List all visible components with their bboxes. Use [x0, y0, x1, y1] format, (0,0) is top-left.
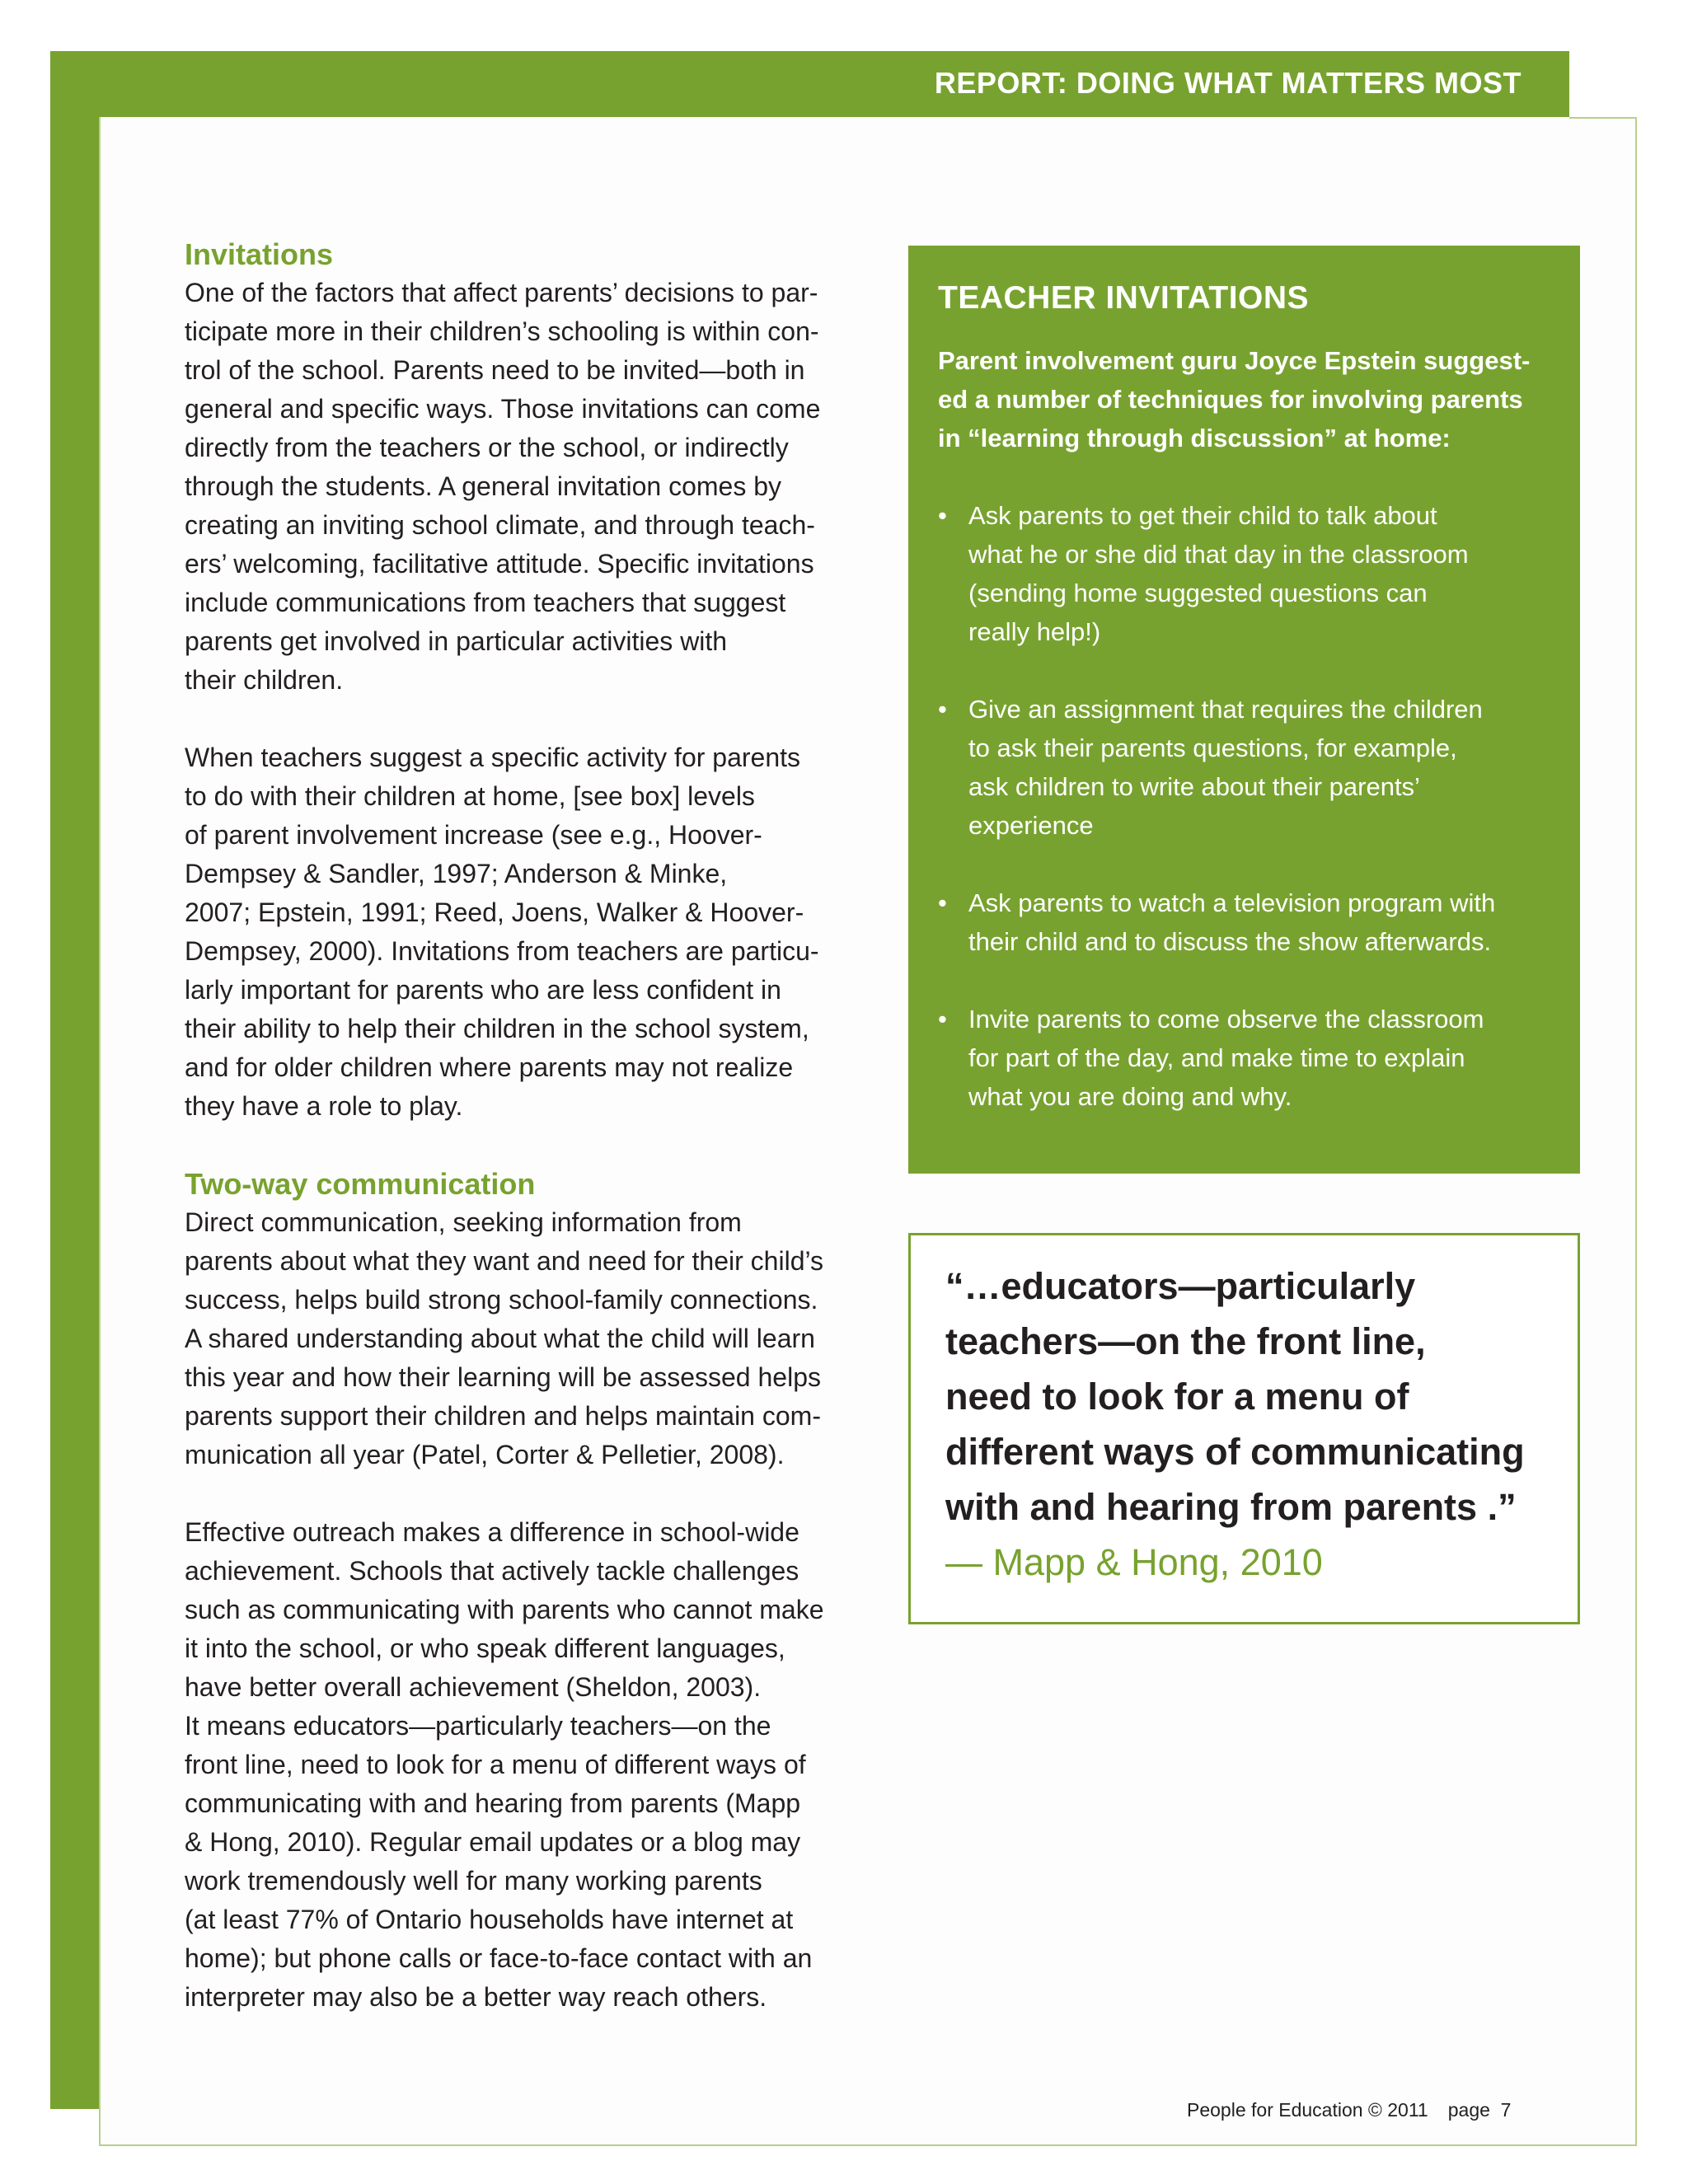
sidebar-title: TEACHER INVITATIONS: [938, 280, 1310, 316]
main-text-column: [185, 235, 860, 2017]
pull-quote-text: “…educators—particularly teachers—on the front line, need to look for a menu of different ways of communicating with and hearing from parents .”: [945, 1265, 1525, 1528]
section-heading-invitations: Invitations: [185, 237, 334, 271]
list-item: [938, 883, 1550, 961]
list-item-text: Ask parents to watch a television program with their child and to discuss the show afterwards.: [968, 888, 1496, 956]
list-item: [938, 1000, 1550, 1116]
list-item: [938, 496, 1550, 651]
page-number: page 7: [1447, 2099, 1512, 2121]
page-frame-topline: [1569, 117, 1637, 119]
paragraph: When teachers suggest a specific activity for parents to do with their children at home, [see box] levels of parent involvement increase (see e.g., Hoover- Dempsey & Sandler, 1997; Anderson & Minke, 2007; Epstein, 1991; Reed, Joens, Walker & Hoover- Dempsey, 2000). Invitations from teachers are particu- larly important for parents who are less confident in their ability to help their children in the school system, and for older children where parents may not realize they have a role to play.: [185, 743, 819, 1121]
sidebar-list: [938, 496, 1550, 1116]
report-title: REPORT: DOING WHAT MATTERS MOST: [934, 66, 1522, 100]
sidebar-intro: Parent involvement guru Joyce Epstein suggest- ed a number of techniques for involving parents in “learning through discussion” at home:: [938, 346, 1531, 452]
paragraph: Direct communication, seeking information from parents about what they want and need for their child’s success, helps build strong school-family connections. A shared understanding about what the child will learn this year and how their learning will be assessed helps parents support their children and helps maintain com- munication all year (Patel, Corter & Pelletier, 2008).: [185, 1207, 824, 1469]
bullet-icon: •: [938, 1005, 947, 1033]
list-item-text: Invite parents to come observe the classroom for part of the day, and make time to explain what you are doing and why.: [968, 1005, 1484, 1111]
list-item: [938, 690, 1550, 845]
list-item-text: Ask parents to get their child to talk about what he or she did that day in the classroom (sending home suggested questions can really help!): [968, 501, 1469, 646]
paragraph: One of the factors that affect parents’ decisions to par- ticipate more in their children’s schooling is within con- trol of the school. Parents need to be invited—both in general and specific ways. Those invitations can come directly from the teachers or the school, or indirectly through the students. A general invitation comes by creating an inviting school climate, and through teach- ers’ welcoming, facilitative attitude. Specific invitations include communications from teachers that suggest parents get involved in particular activities with their children.: [185, 278, 821, 695]
bullet-icon: •: [938, 695, 947, 724]
footer-copyright: People for Education © 2011: [1187, 2099, 1428, 2121]
bullet-icon: •: [938, 888, 947, 917]
page-footer: [1187, 2099, 1511, 2121]
paragraph: Effective outreach makes a difference in school-wide achievement. Schools that actively tackle challenges such as communicating with parents who cannot make it into the school, or who speak different languages, have better overall achievement (Sheldon, 2003). It means educators—particularly teachers—on the front line, need to look for a menu of different ways of communicating with and hearing from parents (Mapp & Hong, 2010). Regular email updates or a blog may work tremendously well for many working parents (at least 77% of Ontario households have internet at home); but phone calls or face-to-face contact with an interpreter may also be a better way reach others.: [185, 1517, 824, 2012]
pull-quote-box: [908, 1233, 1580, 1624]
list-item-text: Give an assignment that requires the children to ask their parents questions, for example, ask children to write about their parents’ experience: [968, 695, 1483, 840]
left-accent-bar: [50, 51, 99, 2109]
section-heading-two-way-communication: Two-way communication: [185, 1167, 536, 1201]
pull-quote-attribution: — Mapp & Hong, 2010: [945, 1541, 1323, 1583]
bullet-icon: •: [938, 501, 947, 530]
teacher-invitations-box: [908, 246, 1580, 1174]
